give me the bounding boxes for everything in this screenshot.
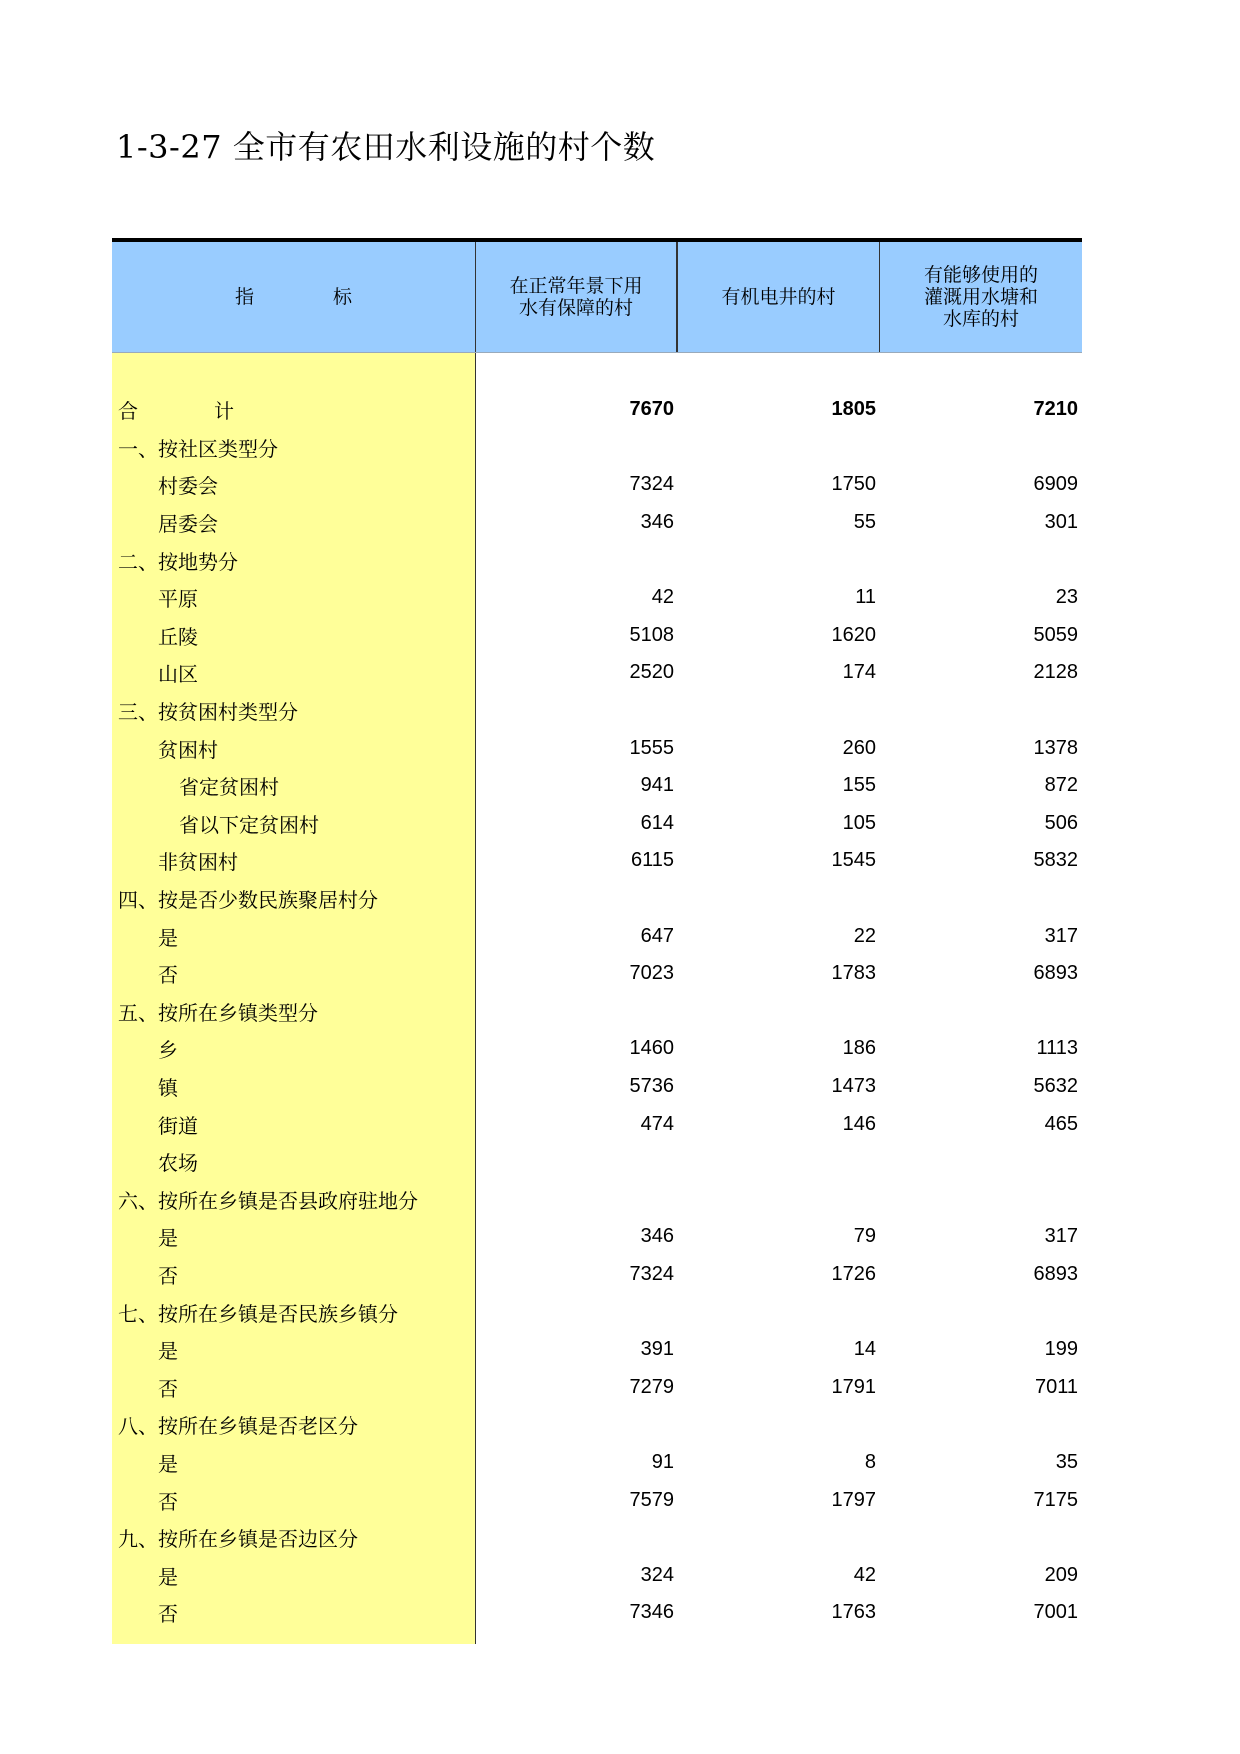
cell-v1: 324 (640, 1563, 674, 1586)
row-label: 山区 (158, 662, 198, 687)
cell-v3: 7011 (1034, 1375, 1078, 1398)
row-label: 二、按地势分 (118, 549, 238, 574)
value-columns (476, 353, 1082, 1644)
cell-v3: 6893 (1033, 1262, 1078, 1285)
table-row-label (112, 466, 475, 504)
row-label: 合 计 (118, 399, 262, 424)
row-label: 是 (158, 1451, 178, 1476)
cell-v3: 1378 (1033, 736, 1078, 759)
cell-v1: 474 (640, 1112, 674, 1135)
row-label: 农场 (158, 1151, 198, 1176)
row-label: 居委会 (158, 512, 218, 537)
table-row-label (112, 1556, 475, 1594)
cell-v2: 8 (864, 1450, 876, 1473)
table-row-values (476, 1406, 1082, 1444)
row-label: 七、按所在乡镇是否民族乡镇分 (118, 1301, 398, 1326)
table-row-values (476, 917, 1082, 955)
cell-v1: 7023 (629, 962, 674, 985)
table-row-label (112, 1519, 475, 1557)
table-row-label (112, 1406, 475, 1444)
table-row-label (112, 729, 475, 767)
table-row-label (112, 1030, 475, 1068)
table-row-values (476, 1030, 1082, 1068)
table-row-values (476, 1256, 1082, 1294)
table-row-label (112, 1180, 475, 1218)
cell-v1: 346 (640, 511, 674, 534)
table-row-values (476, 391, 1082, 429)
table-row-values (476, 729, 1082, 767)
table-row-label (112, 541, 475, 579)
cell-v1: 614 (640, 811, 674, 834)
cell-v3: 7175 (1033, 1488, 1078, 1511)
cell-v3: 1113 (1036, 1037, 1078, 1060)
cell-v3: 5832 (1033, 849, 1078, 872)
table-row-label (112, 842, 475, 880)
row-label: 非贫困村 (158, 850, 238, 875)
cell-v2: 146 (842, 1112, 876, 1135)
row-label: 否 (158, 1489, 178, 1514)
cell-v3: 506 (1044, 811, 1078, 834)
table-row-values (476, 993, 1082, 1031)
table-row-label (112, 1481, 475, 1519)
cell-v3: 5059 (1033, 623, 1078, 646)
table-row-label (112, 955, 475, 993)
row-label: 镇 (158, 1075, 178, 1100)
cell-v2: 1791 (831, 1375, 876, 1398)
cell-v1: 6115 (630, 849, 674, 872)
cell-v2: 1797 (831, 1488, 876, 1511)
table-row-values (476, 1143, 1082, 1181)
table-row-values (476, 579, 1082, 617)
cell-v1: 7279 (629, 1375, 674, 1398)
cell-v3: 2128 (1033, 661, 1078, 684)
table-row-values (476, 692, 1082, 730)
table-row-values (476, 654, 1082, 692)
table-row-values (476, 842, 1082, 880)
table-row-values (476, 805, 1082, 843)
table-row-values (476, 880, 1082, 918)
cell-v1: 7670 (629, 398, 674, 421)
header-ponds-reservoirs: 有能够使用的灌溉用水塘和水库的村 (923, 264, 1038, 330)
table-row-values (476, 504, 1082, 542)
cell-v2: 1750 (831, 473, 876, 496)
row-label: 五、按所在乡镇类型分 (118, 1000, 318, 1025)
cell-v1: 7346 (629, 1601, 674, 1624)
cell-v2: 1783 (831, 962, 876, 985)
row-label: 丘陵 (158, 624, 198, 649)
table-row-label (112, 1293, 475, 1331)
row-label: 乡 (158, 1038, 178, 1063)
table-row-values (476, 1293, 1082, 1331)
cell-v2: 1473 (831, 1074, 876, 1097)
table-row-label (112, 1444, 475, 1482)
table-header (112, 242, 1082, 353)
row-label: 否 (158, 1376, 178, 1401)
row-label: 省以下定贫困村 (179, 812, 319, 837)
table-row-label (112, 692, 475, 730)
cell-v3: 301 (1044, 511, 1078, 534)
table-row-values (476, 1331, 1082, 1369)
cell-v3: 23 (1055, 586, 1078, 609)
table-row-label (112, 805, 475, 843)
table-row-label (112, 1105, 475, 1143)
row-label: 九、按所在乡镇是否边区分 (118, 1527, 358, 1552)
row-label: 村委会 (158, 474, 218, 499)
table-row-label (112, 880, 475, 918)
cell-v2: 14 (853, 1338, 876, 1361)
header-indicator: 指 标 (112, 242, 476, 352)
cell-v1: 7324 (629, 473, 674, 496)
cell-v2: 1545 (831, 849, 876, 872)
table-row-values (476, 1368, 1082, 1406)
cell-v2: 260 (842, 736, 876, 759)
cell-v3: 6909 (1033, 473, 1078, 496)
table-row-label (112, 654, 475, 692)
row-label: 是 (158, 1226, 178, 1251)
table-row-label (112, 617, 475, 655)
cell-v2: 1726 (831, 1262, 876, 1285)
cell-v2: 11 (855, 586, 876, 609)
cell-v3: 7001 (1033, 1601, 1078, 1624)
cell-v2: 1620 (831, 623, 876, 646)
cell-v1: 91 (651, 1450, 674, 1473)
table-row-label (112, 1256, 475, 1294)
cell-v2: 174 (842, 661, 876, 684)
cell-v2: 1763 (831, 1601, 876, 1624)
cell-v1: 2520 (629, 661, 674, 684)
cell-v3: 199 (1044, 1338, 1078, 1361)
cell-v3: 209 (1044, 1563, 1078, 1586)
cell-v1: 391 (640, 1338, 674, 1361)
table-row-label (112, 1368, 475, 1406)
row-label: 是 (158, 925, 178, 950)
table-row-values (476, 1180, 1082, 1218)
table-row-values (476, 1556, 1082, 1594)
row-label: 是 (158, 1564, 178, 1589)
cell-v2: 79 (853, 1225, 876, 1248)
row-label: 八、按所在乡镇是否老区分 (118, 1414, 358, 1439)
cell-v3: 35 (1055, 1450, 1078, 1473)
table-row-values (476, 1068, 1082, 1106)
cell-v2: 55 (853, 511, 876, 534)
cell-v1: 5736 (629, 1074, 674, 1097)
cell-v1: 42 (651, 586, 674, 609)
cell-v1: 647 (640, 924, 674, 947)
table-row-label (112, 504, 475, 542)
cell-v1: 346 (640, 1225, 674, 1248)
table-row-label (112, 993, 475, 1031)
header-water-guaranteed: 在正常年景下用水有保障的村 (476, 242, 678, 352)
table-row-label (112, 391, 475, 429)
data-table (112, 238, 1082, 1644)
cell-v3: 6893 (1033, 962, 1078, 985)
table-row-label (112, 579, 475, 617)
cell-v1: 7324 (629, 1262, 674, 1285)
page-title: 1-3-27 全市有农田水利设施的村个数 (116, 128, 656, 166)
row-label: 街道 (158, 1113, 198, 1138)
table-row-values (476, 1594, 1082, 1632)
row-label: 四、按是否少数民族聚居村分 (118, 888, 378, 913)
cell-v2: 155 (842, 774, 876, 797)
cell-v1: 941 (640, 774, 674, 797)
cell-v1: 7579 (629, 1488, 674, 1511)
table-row-label (112, 767, 475, 805)
table-row-values (476, 1519, 1082, 1557)
label-column (112, 353, 476, 1644)
row-label: 否 (158, 963, 178, 988)
table-row-values (476, 767, 1082, 805)
row-label: 省定贫困村 (179, 775, 279, 800)
table-row-label (112, 1594, 475, 1632)
cell-v2: 186 (842, 1037, 876, 1060)
table-row-label (112, 917, 475, 955)
table-body (112, 353, 1082, 1644)
cell-v3: 465 (1044, 1112, 1078, 1135)
row-label: 六、按所在乡镇是否县政府驻地分 (118, 1188, 418, 1213)
row-label: 平原 (158, 587, 198, 612)
cell-v2: 22 (853, 924, 876, 947)
cell-v2: 105 (842, 811, 876, 834)
cell-v3: 5632 (1033, 1074, 1078, 1097)
cell-v1: 1460 (629, 1037, 674, 1060)
row-label: 否 (158, 1263, 178, 1288)
table-row-label (112, 1143, 475, 1181)
row-label: 是 (158, 1339, 178, 1364)
cell-v3: 317 (1044, 924, 1078, 947)
table-row-values (476, 429, 1082, 467)
header-electric-wells: 有机电井的村 (678, 242, 880, 352)
cell-v3: 317 (1044, 1225, 1078, 1248)
row-label: 贫困村 (158, 737, 218, 762)
table-row-values (476, 541, 1082, 579)
row-label: 三、按贫困村类型分 (118, 700, 298, 725)
table-row-label (112, 429, 475, 467)
cell-v3: 872 (1044, 774, 1078, 797)
table-row-values (476, 955, 1082, 993)
cell-v2: 1805 (831, 398, 876, 421)
table-row-label (112, 1331, 475, 1369)
table-row-values (476, 1444, 1082, 1482)
table-row-label (112, 1218, 475, 1256)
table-row-values (476, 617, 1082, 655)
row-label: 否 (158, 1602, 178, 1627)
row-label: 一、按社区类型分 (118, 436, 278, 461)
table-row-label (112, 1068, 475, 1106)
cell-v3: 7210 (1033, 398, 1078, 421)
cell-v1: 5108 (629, 623, 674, 646)
cell-v2: 42 (853, 1563, 876, 1586)
table-row-values (476, 1105, 1082, 1143)
cell-v1: 1555 (629, 736, 674, 759)
table-row-values (476, 1481, 1082, 1519)
table-row-values (476, 466, 1082, 504)
table-row-values (476, 1218, 1082, 1256)
